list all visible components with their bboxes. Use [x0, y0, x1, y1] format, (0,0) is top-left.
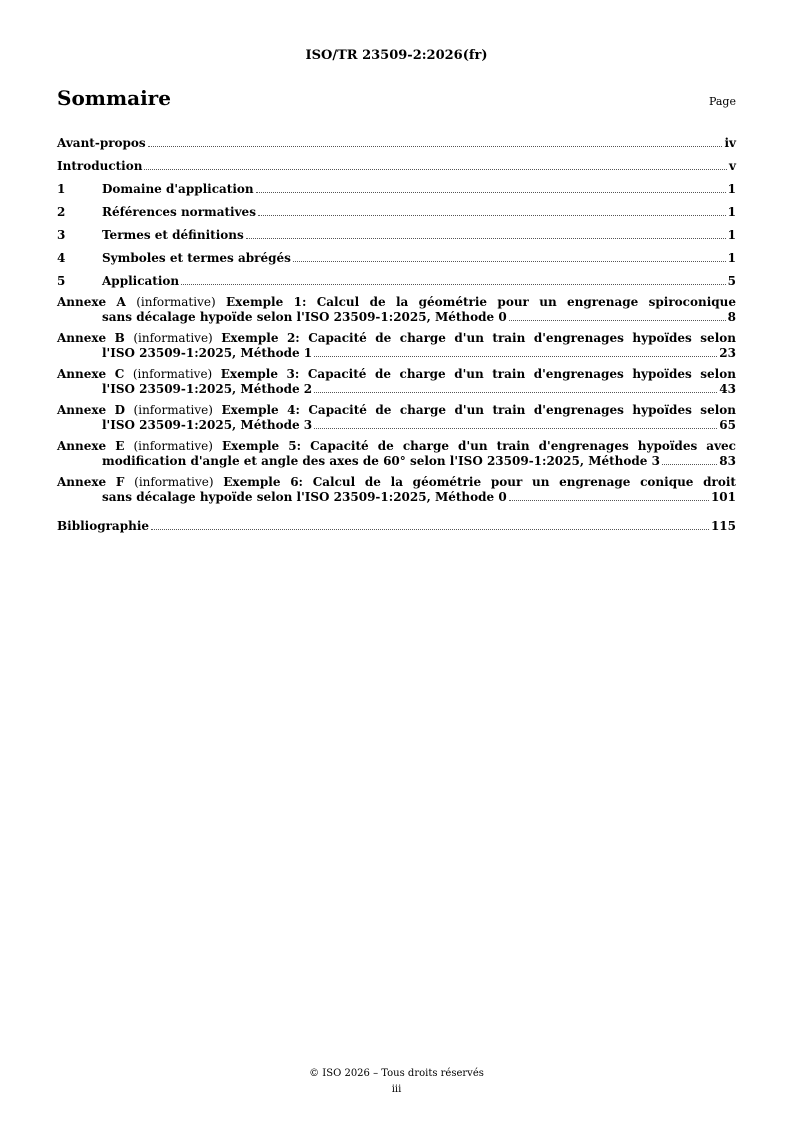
annex-title-line2: modification d'angle et angle des axes de 60° selon l'ISO 23509-1:2025, Méthode 3 — [102, 454, 660, 468]
dot-leader — [314, 428, 717, 429]
annex-qualifier: (informative) — [134, 475, 214, 489]
toc-entry-clause-2[interactable] — [57, 197, 736, 220]
dot-leader — [256, 192, 726, 193]
toc-entry-annex-b[interactable] — [57, 331, 736, 361]
annex-title-line1: Exemple 2: Capacité de charge d'un train d'engrenages hypoïdes selon — [221, 331, 736, 345]
annex-title-line1: Exemple 5: Capacité de charge d'un train d'engrenages hypoïdes avec — [221, 439, 736, 453]
annex-prefix: Annexe A — [57, 295, 126, 309]
dot-leader — [144, 169, 727, 170]
page-number: iii — [391, 1084, 402, 1095]
toc-entry-bibliographie[interactable] — [57, 511, 736, 534]
annex-qualifier: (informative) — [133, 331, 213, 345]
toc-page-number: 5 — [727, 274, 736, 288]
annex-heading-line — [57, 331, 736, 346]
dot-leader — [314, 356, 717, 357]
dot-leader — [151, 529, 709, 530]
page-column-label: Page — [708, 95, 736, 108]
dot-leader — [662, 464, 717, 465]
toc-entry-clause-5[interactable] — [57, 266, 736, 289]
toc-entry-label: Bibliographie — [57, 519, 150, 533]
toc-page-number: 1 — [727, 182, 736, 196]
annex-title-continuation — [57, 382, 736, 397]
annex-title-line2: l'ISO 23509-1:2025, Méthode 3 — [102, 418, 313, 432]
annex-title-continuation — [57, 310, 736, 325]
toc-page-number: iv — [724, 136, 736, 150]
annex-prefix: Annexe D — [57, 403, 126, 417]
toc-entry-clause-4[interactable] — [57, 243, 736, 266]
page-title: Sommaire — [57, 86, 171, 110]
annex-title-line2: l'ISO 23509-1:2025, Méthode 2 — [102, 382, 313, 396]
annex-title-line1: Exemple 1: Calcul de la géométrie pour un engrenage spiroconique — [226, 295, 737, 309]
clause-number: 5 — [57, 274, 66, 288]
toc-entry-annex-d[interactable] — [57, 403, 736, 433]
dot-leader — [258, 215, 726, 216]
dot-leader — [148, 146, 723, 147]
annex-title-line1: Exemple 6: Calcul de la géométrie pour un engrenage conique droit — [223, 475, 736, 489]
table-of-contents — [57, 128, 736, 534]
toc-entry-label: Symboles et termes abrégés — [102, 251, 291, 265]
annex-title-line2: sans décalage hypoïde selon l'ISO 23509-1:2025, Méthode 0 — [102, 310, 507, 324]
annex-prefix: Annexe F — [57, 475, 125, 489]
annex-title-continuation — [57, 490, 736, 505]
toc-page-number: 115 — [710, 519, 736, 533]
toc-entry-label: Domaine d'application — [102, 182, 254, 196]
annex-heading-line — [57, 439, 736, 454]
toc-entry-label: Termes et définitions — [102, 228, 244, 242]
annex-prefix: Annexe C — [57, 367, 125, 381]
toc-entry-label: Avant-propos — [57, 136, 146, 150]
clause-number: 3 — [57, 228, 66, 242]
toc-entry-clause-3[interactable] — [57, 220, 736, 243]
page-footer — [0, 1066, 793, 1098]
toc-entry-annex-c[interactable] — [57, 367, 736, 397]
toc-page-number: 1 — [727, 205, 736, 219]
toc-entry-avant-propos[interactable] — [57, 128, 736, 151]
toc-page-number: v — [729, 159, 736, 173]
annex-heading-line — [57, 367, 736, 382]
annex-heading-line — [57, 475, 736, 490]
toc-page-number: 65 — [719, 418, 736, 432]
toc-page-number: 43 — [719, 382, 736, 396]
toc-entry-label: Introduction — [57, 159, 143, 173]
document-id-header: ISO/TR 23509-2:2026(fr) — [305, 48, 488, 63]
annex-prefix: Annexe B — [57, 331, 125, 345]
toc-entry-label: Références normatives — [102, 205, 256, 219]
toc-page-number: 1 — [727, 251, 736, 265]
dot-leader — [181, 284, 726, 285]
toc-page-number: 101 — [710, 490, 736, 504]
toc-page-number: 1 — [727, 228, 736, 242]
copyright-notice: © ISO 2026 – Tous droits réservés — [309, 1068, 484, 1079]
annex-title-line1: Exemple 4: Capacité de charge d'un train d'engrenages hypoïdes selon — [221, 403, 736, 417]
dot-leader — [509, 500, 709, 501]
clause-number: 4 — [57, 251, 66, 265]
toc-entry-annex-a[interactable] — [57, 295, 736, 325]
annex-qualifier: (informative) — [133, 439, 213, 453]
annex-title-continuation — [57, 346, 736, 361]
toc-entry-annex-e[interactable] — [57, 439, 736, 469]
annex-title-line1: Exemple 3: Capacité de charge d'un train d'engrenages hypoïdes selon — [220, 367, 736, 381]
annex-title-line2: sans décalage hypoïde selon l'ISO 23509-1:2025, Méthode 0 — [102, 490, 507, 504]
toc-entry-introduction[interactable] — [57, 151, 736, 174]
toc-entry-annex-f[interactable] — [57, 475, 736, 505]
clause-number: 2 — [57, 205, 66, 219]
toc-page-number: 23 — [719, 346, 736, 360]
dot-leader — [293, 261, 726, 262]
dot-leader — [246, 238, 726, 239]
annex-prefix: Annexe E — [57, 439, 125, 453]
annex-heading-line — [57, 295, 736, 310]
annex-qualifier: (informative) — [132, 367, 213, 381]
annex-title-continuation — [57, 454, 736, 469]
toc-page-number: 83 — [719, 454, 736, 468]
annex-title-line2: l'ISO 23509-1:2025, Méthode 1 — [102, 346, 313, 360]
annex-qualifier: (informative) — [136, 295, 216, 309]
annex-qualifier: (informative) — [133, 403, 213, 417]
dot-leader — [314, 392, 717, 393]
toc-entry-label: Application — [102, 274, 180, 288]
annex-heading-line — [57, 403, 736, 418]
clause-number: 1 — [57, 182, 66, 196]
toc-page-number: 8 — [727, 310, 736, 324]
title-row — [57, 86, 736, 110]
toc-entry-clause-1[interactable] — [57, 174, 736, 197]
annex-title-continuation — [57, 418, 736, 433]
dot-leader — [509, 320, 726, 321]
